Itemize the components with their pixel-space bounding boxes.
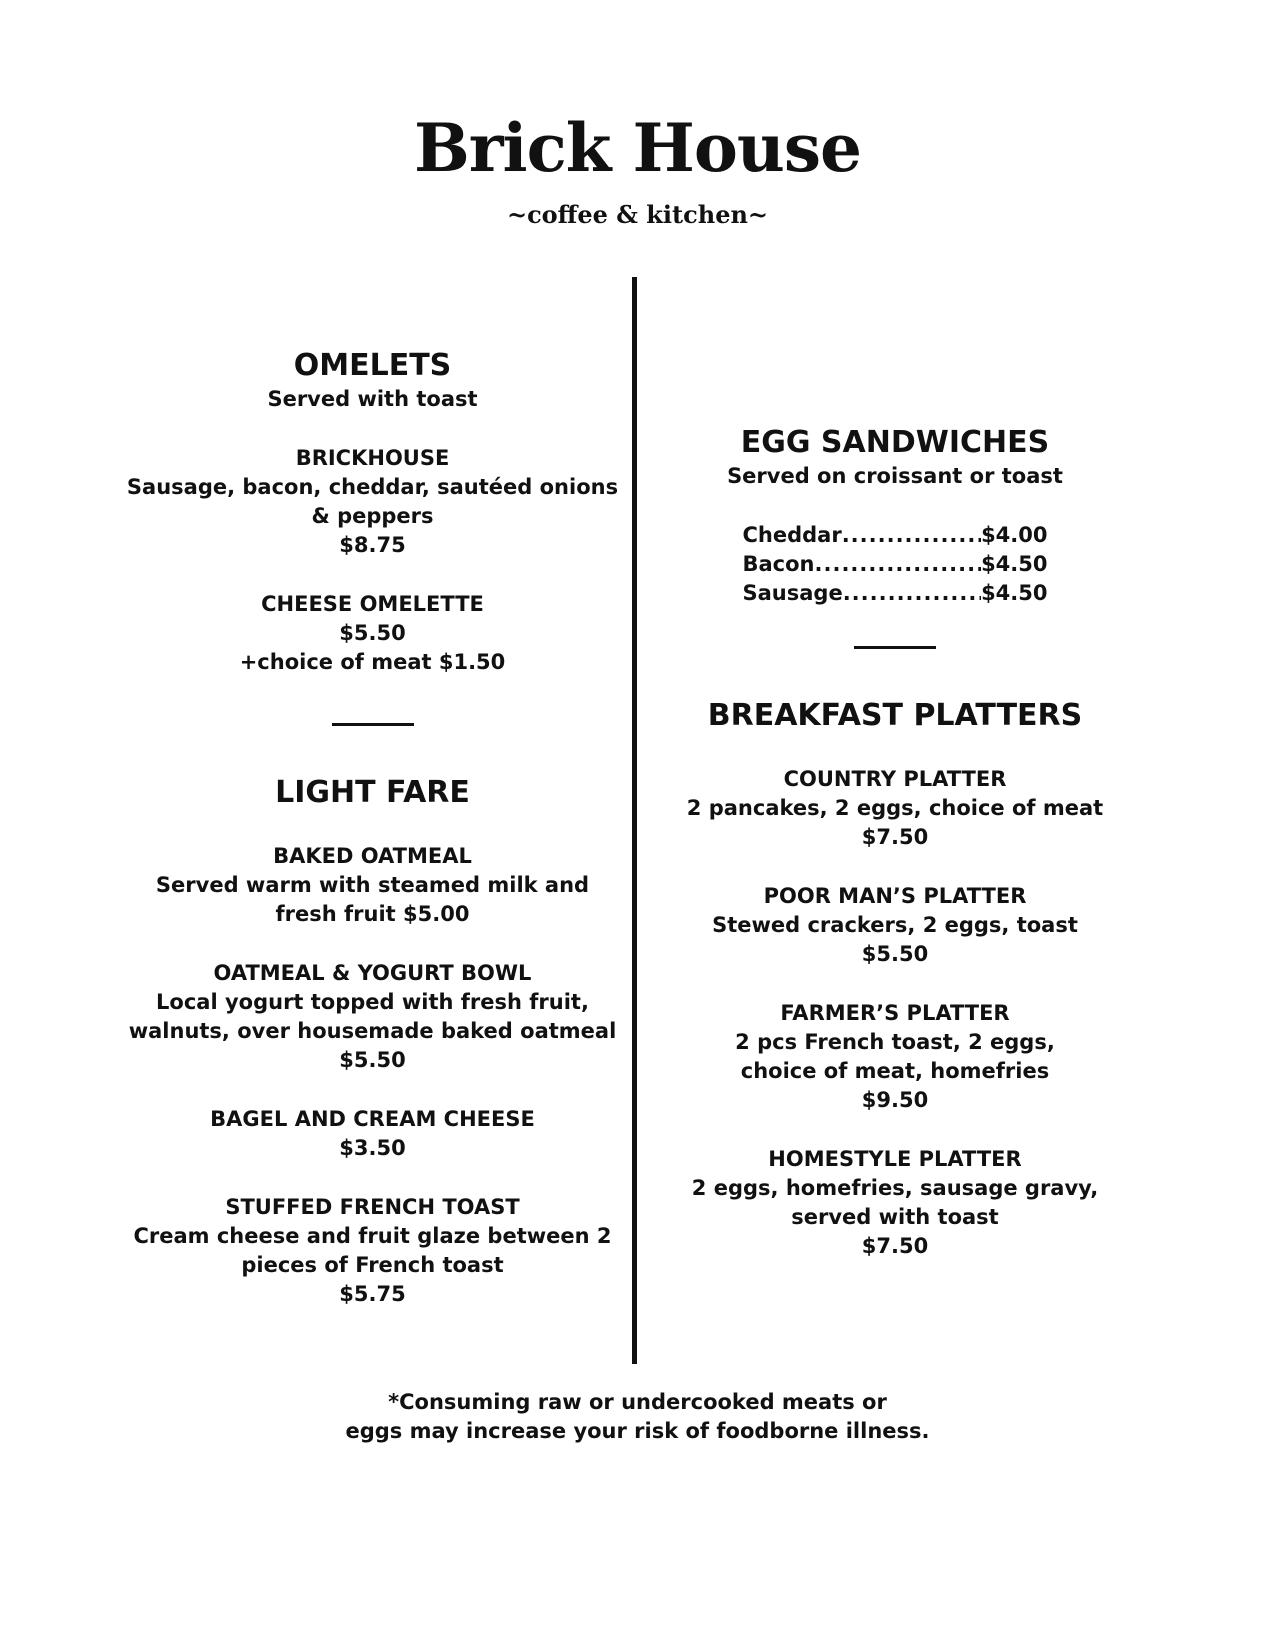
section-separator xyxy=(332,723,414,726)
price-row-name: Sausage xyxy=(742,581,843,605)
menu-item-description: served with toast xyxy=(791,1205,999,1229)
section-heading-breakfast-platters: BREAKFAST PLATTERS xyxy=(707,698,1083,733)
price-row-price: $4.50 xyxy=(981,581,1048,605)
dot-leader xyxy=(842,521,981,550)
menu-item-price: $5.50 xyxy=(339,1048,406,1072)
section-heading-light-fare: LIGHT FARE xyxy=(275,775,470,810)
menu-item-price: $7.50 xyxy=(861,825,929,849)
menu-item-name: STUFFED FRENCH TOAST xyxy=(225,1195,520,1219)
footnote-line: eggs may increase your risk of foodborne illness. xyxy=(345,1419,930,1443)
price-row-price: $4.00 xyxy=(981,523,1048,547)
menu-item-name: BRICKHOUSE xyxy=(295,446,450,470)
menu-item-price: $5.50 xyxy=(339,621,406,645)
menu-item-description: 2 pancakes, 2 eggs, choice of meat xyxy=(686,796,1104,820)
breakfast-platters-section xyxy=(640,697,1150,1261)
menu-item-price: $5.75 xyxy=(339,1282,406,1306)
menu-item-name: BAGEL AND CREAM CHEESE xyxy=(210,1107,535,1131)
section-separator xyxy=(854,646,936,649)
section-heading-omelets: OMELETS xyxy=(293,348,452,383)
menu-item-stuffed-french-toast xyxy=(120,1193,625,1309)
menu-item-homestyle-platter xyxy=(640,1145,1150,1261)
menu-item-description: Local yogurt topped with fresh fruit, xyxy=(156,990,589,1014)
menu-item-farmers-platter xyxy=(640,999,1150,1115)
price-row-name: Cheddar xyxy=(742,523,842,547)
price-row-name: Bacon xyxy=(742,552,815,576)
price-row-bacon xyxy=(743,550,1048,579)
menu-item-description: pieces of French toast xyxy=(241,1253,504,1277)
menu-item-name: POOR MAN’S PLATTER xyxy=(763,884,1027,908)
footnote-line: *Consuming raw or undercooked meats or xyxy=(388,1390,887,1414)
menu-item-bagel-cream-cheese xyxy=(120,1105,625,1163)
menu-item-baked-oatmeal xyxy=(120,842,625,929)
menu-item-name: CHEESE OMELETTE xyxy=(261,592,484,616)
menu-item-oatmeal-yogurt-bowl xyxy=(120,959,625,1075)
light-fare-section xyxy=(120,774,625,1309)
price-row-cheddar xyxy=(743,521,1048,550)
menu-item-name: COUNTRY PLATTER xyxy=(783,767,1007,791)
menu-item-price: $8.75 xyxy=(339,533,406,557)
menu-item-price: $5.50 xyxy=(861,942,929,966)
menu-item-name: FARMER’S PLATTER xyxy=(780,1001,1010,1025)
section-subheading-omelets: Served with toast xyxy=(267,387,478,411)
menu-item-description: Stewed crackers, 2 eggs, toast xyxy=(712,913,1078,937)
menu-item-poor-mans-platter xyxy=(640,882,1150,969)
section-heading-egg-sandwiches: EGG SANDWICHES xyxy=(740,425,1050,460)
dot-leader xyxy=(843,579,981,608)
menu-item-description: & peppers xyxy=(311,504,434,528)
menu-item-price: $7.50 xyxy=(861,1234,929,1258)
restaurant-tagline: ~coffee & kitchen~ xyxy=(506,200,769,229)
menu-item-country-platter xyxy=(640,765,1150,852)
menu-item-description: Sausage, bacon, cheddar, sautéed onions xyxy=(126,475,619,499)
dot-leader xyxy=(815,550,982,579)
restaurant-title: Brick House xyxy=(413,109,862,187)
menu-item-cheese-omelette xyxy=(120,590,625,677)
menu-item-name: HOMESTYLE PLATTER xyxy=(768,1147,1022,1171)
menu-item-description: 2 eggs, homefries, sausage gravy, xyxy=(691,1176,1099,1200)
menu-item-price: $3.50 xyxy=(339,1136,406,1160)
menu-item-description: Served warm with steamed milk and xyxy=(155,873,590,897)
section-subheading-egg-sandwiches: Served on croissant or toast xyxy=(727,464,1063,488)
menu-item-description: Cream cheese and fruit glaze between 2 xyxy=(133,1224,612,1248)
menu-item-brickhouse xyxy=(120,444,625,560)
price-row-sausage xyxy=(743,579,1048,608)
menu-item-description: choice of meat, homefries xyxy=(740,1059,1050,1083)
menu-item-description: walnuts, over housemade baked oatmeal xyxy=(128,1019,617,1043)
food-safety-footnote xyxy=(0,1388,1275,1446)
menu-item-name: OATMEAL & YOGURT BOWL xyxy=(213,961,532,985)
column-divider xyxy=(632,277,637,1364)
left-column xyxy=(120,347,625,1309)
price-row-price: $4.50 xyxy=(981,552,1048,576)
menu-item-description: 2 pcs French toast, 2 eggs, xyxy=(735,1030,1055,1054)
menu-item-price: $9.50 xyxy=(861,1088,929,1112)
omelets-section xyxy=(120,347,625,677)
menu-item-name: BAKED OATMEAL xyxy=(273,844,472,868)
egg-sandwiches-section xyxy=(640,424,1150,608)
right-column xyxy=(640,424,1150,1261)
egg-sandwich-price-list xyxy=(743,521,1048,608)
menu-item-addon: +choice of meat $1.50 xyxy=(239,650,506,674)
menu-item-description: fresh fruit $5.00 xyxy=(275,902,470,926)
